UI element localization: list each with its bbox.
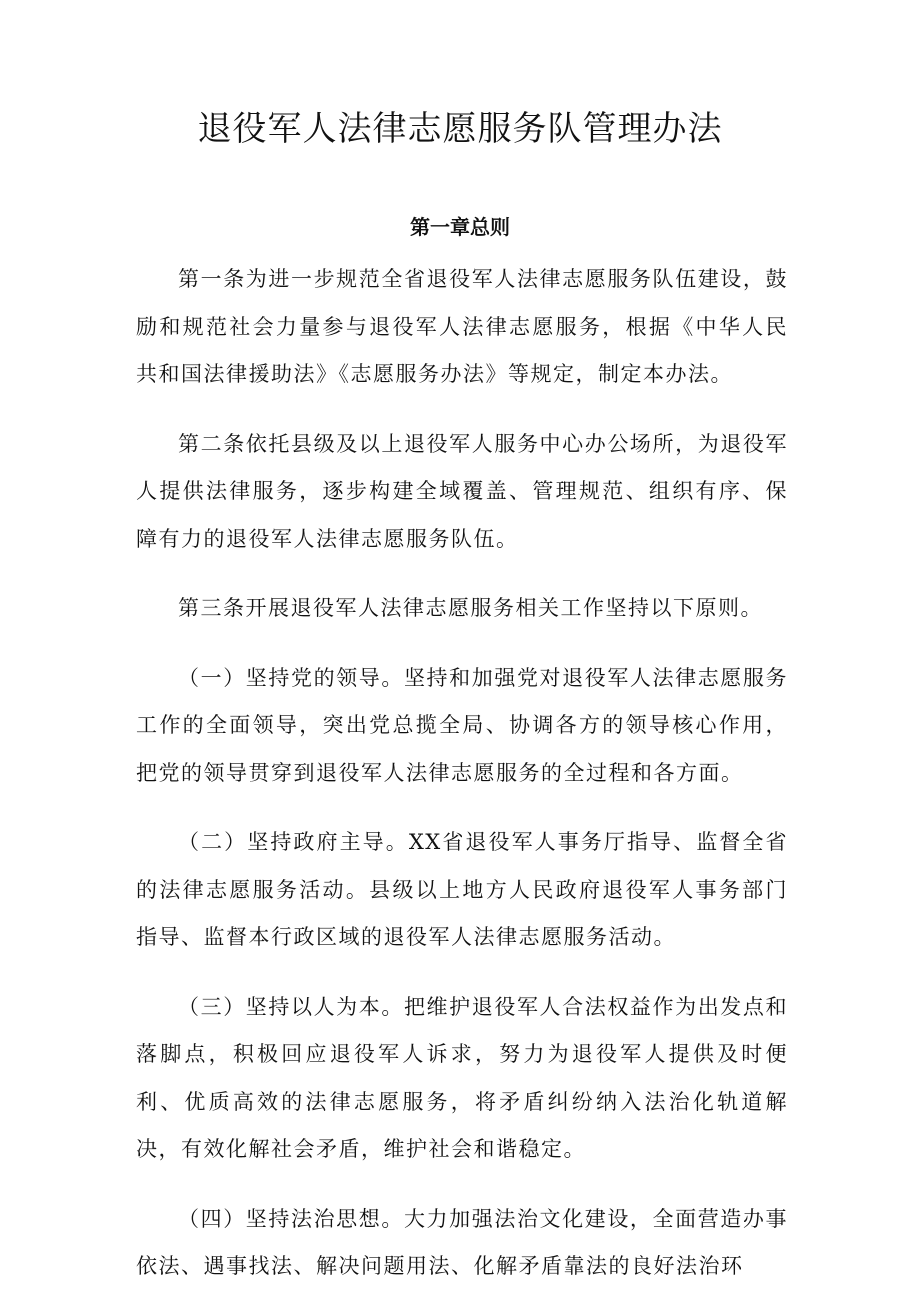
principle-4-paragraph: （四）坚持法治思想。大力加强法治文化建设，全面营造办事依法、遇事找法、解决问题用法、化解矛盾靠法的良好法治环: [136, 1206, 788, 1278]
principle-2-paragraph: （二）坚持政府主导。XX省退役军人事务厅指导、监督全省的法律志愿服务活动。县级以上地方人民政府退役军人事务部门指导、监督本行政区域的退役军人法律志愿服务活动。: [136, 830, 788, 949]
chapter-heading: 第一章总则: [410, 215, 510, 239]
document-title: 退役军人法律志愿服务队管理办法: [197, 109, 723, 149]
article-3-paragraph: 第三条开展退役军人法律志愿服务相关工作坚持以下原则。: [178, 596, 763, 620]
article-2-paragraph: 第二条依托县级及以上退役军人服务中心办公场所，为退役军人提供法律服务，逐步构建全域覆盖、管理规范、组织有序、保障有力的退役军人法律志愿服务队伍。: [136, 431, 788, 551]
principle-3-paragraph: （三）坚持以人为本。把维护退役军人合法权益作为出发点和落脚点，积极回应退役军人诉求，努力为退役军人提供及时便利、优质高效的法律志愿服务，将矛盾纠纷纳入法治化轨道解决，有效化解社会矛盾，维护社会和谐稳定。: [136, 994, 788, 1161]
document-body: [136, 256, 788, 1313]
article-1-paragraph: 第一条为进一步规范全省退役军人法律志愿服务队伍建设，鼓励和规范社会力量参与退役军人法律志愿服务，根据《中华人民共和国法律援助法》《志愿服务办法》等规定，制定本办法。: [136, 267, 788, 386]
principle-1-paragraph: （一）坚持党的领导。坚持和加强党对退役军人法律志愿服务工作的全面领导，突出党总揽全局、协调各方的领导核心作用，把党的领导贯穿到退役军人法律志愿服务的全过程和各方面。: [136, 665, 788, 785]
